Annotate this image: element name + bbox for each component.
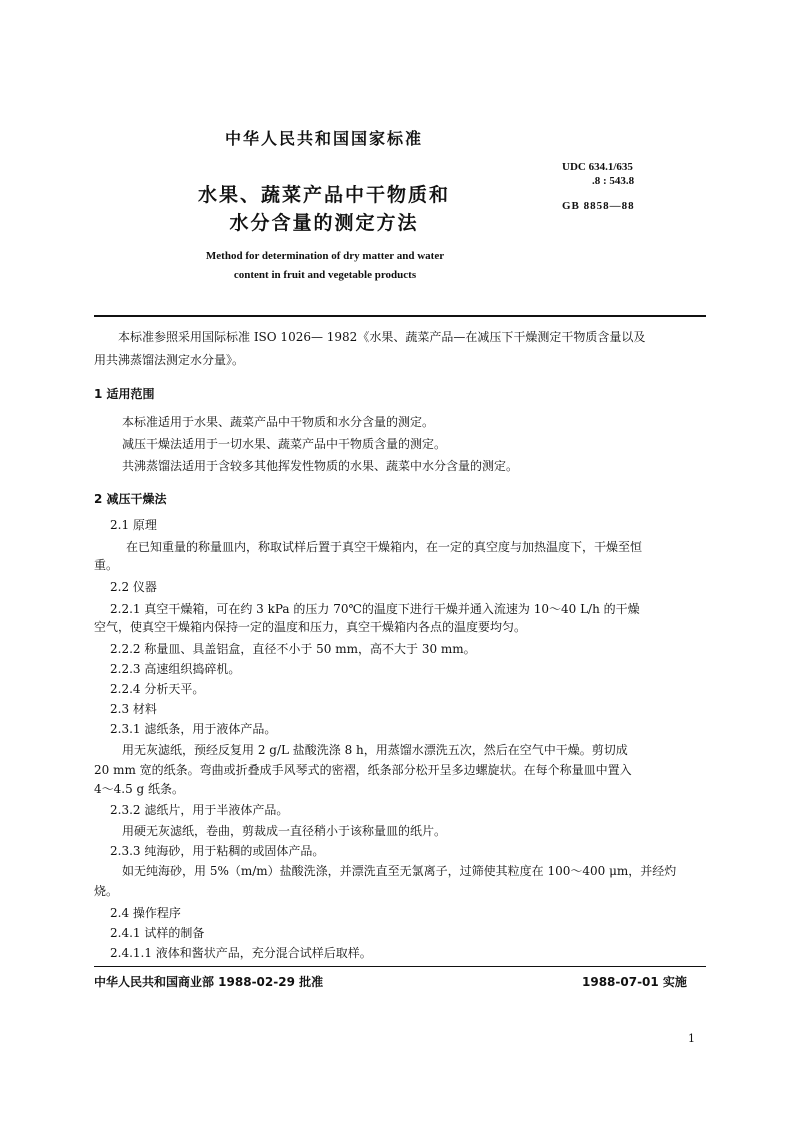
principle-line2: 重。: [94, 558, 119, 572]
section-2-heading: 2 减压干燥法: [94, 492, 167, 506]
principle-line1: 在已知重量的称量皿内，称取试样后置于真空干燥箱内，在一定的真空度与加热温度下，干燥至恒: [126, 540, 643, 554]
clause-2-2-2: 2.2.2 称量皿、具盖铝盒，直径不小于 50 mm，高不大于 30 mm。: [110, 642, 476, 656]
clause-2-3-1: 2.3.1 滤纸条，用于液体产品。: [110, 722, 277, 736]
sea-sand-line2: 烧。: [94, 884, 119, 898]
clause-2-2-3: 2.2.3 高速组织捣碎机。: [110, 662, 241, 676]
clause-2-4: 2.4 操作程序: [110, 906, 181, 920]
intro-line2: 用共沸蒸馏法测定水分量》。: [94, 353, 245, 367]
udc-code-line2: .8 : 543.8: [592, 175, 635, 187]
clause-2-3-2: 2.3.2 滤纸片，用于半液体产品。: [110, 803, 289, 817]
sea-sand-line1: 如无纯海砂，用 5%（m/m）盐酸洗涤，并漂洗直至无氯离子，过筛使其粒度在 100～400 μm，并经灼: [122, 864, 677, 878]
scope-paragraph-2: 减压干燥法适用于一切水果、蔬菜产品中干物质含量的测定。: [122, 437, 447, 451]
scope-paragraph-1: 本标准适用于水果、蔬菜产品中干物质和水分含量的测定。: [122, 415, 435, 429]
effective-date: 1988-07-01 实施: [582, 975, 687, 989]
udc-code-line1: UDC 634.1/635: [562, 161, 633, 173]
clause-2-3-3: 2.3.3 纯海砂，用于粘稠的或固体产品。: [110, 844, 325, 858]
filter-strip-line2: 20 mm 宽的纸条。弯曲或折叠成手风琴式的密褶，纸条部分松开呈多边螺旋状。在每个称量皿中置入: [94, 763, 632, 777]
english-title-line1: Method for determination of dry matter and water: [205, 250, 445, 262]
page-number: 1: [688, 1032, 695, 1045]
section-1-heading: 1 适用范围: [94, 387, 155, 401]
clause-2-2: 2.2 仪器: [110, 580, 157, 594]
filter-strip-line3: 4～4.5 g 纸条。: [94, 782, 185, 796]
document-title-line2: 水分含量的测定方法: [229, 212, 419, 234]
intro-line1: 本标准参照采用国际标准 ISO 1026— 1982《水果、蔬菜产品—在减压下干燥测定干物质含量以及: [118, 330, 646, 344]
filter-disc-text: 用硬无灰滤纸，卷曲，剪裁成一直径稍小于该称量皿的纸片。: [122, 824, 447, 838]
clause-2-1: 2.1 原理: [110, 518, 157, 532]
english-title-line2: content in fruit and vegetable products: [233, 269, 417, 281]
clause-2-4-1-1: 2.4.1.1 液体和酱状产品，充分混合试样后取样。: [110, 946, 372, 960]
footer-divider: [94, 966, 706, 967]
scope-paragraph-3: 共沸蒸馏法适用于含较多其他挥发性物质的水果、蔬菜中水分含量的测定。: [122, 459, 519, 473]
clause-2-4-1: 2.4.1 试样的制备: [110, 926, 205, 940]
filter-strip-line1: 用无灰滤纸，预经反复用 2 g/L 盐酸洗涤 8 h，用蒸馏水漂洗五次，然后在空气中干燥。剪切成: [122, 743, 628, 757]
document-title-line1: 水果、蔬菜产品中干物质和: [197, 184, 450, 206]
header-divider: [94, 315, 706, 317]
clause-2-3: 2.3 材料: [110, 702, 157, 716]
approval-date: 中华人民共和国商业部 1988-02-29 批准: [94, 975, 324, 989]
national-standard-label: 中华人民共和国国家标准: [224, 129, 423, 148]
clause-2-2-1-line1: 2.2.1 真空干燥箱，可在约 3 kPa 的压力 70℃的温度下进行干燥并通入流速为 10～40 L/h 的干燥: [110, 602, 640, 616]
clause-2-2-4: 2.2.4 分析天平。: [110, 682, 205, 696]
clause-2-2-1-line2: 空气，使真空干燥箱内保持一定的温度和压力，真空干燥箱内各点的温度要均匀。: [94, 620, 527, 634]
gb-standard-number: GB 8858—88: [562, 200, 635, 212]
